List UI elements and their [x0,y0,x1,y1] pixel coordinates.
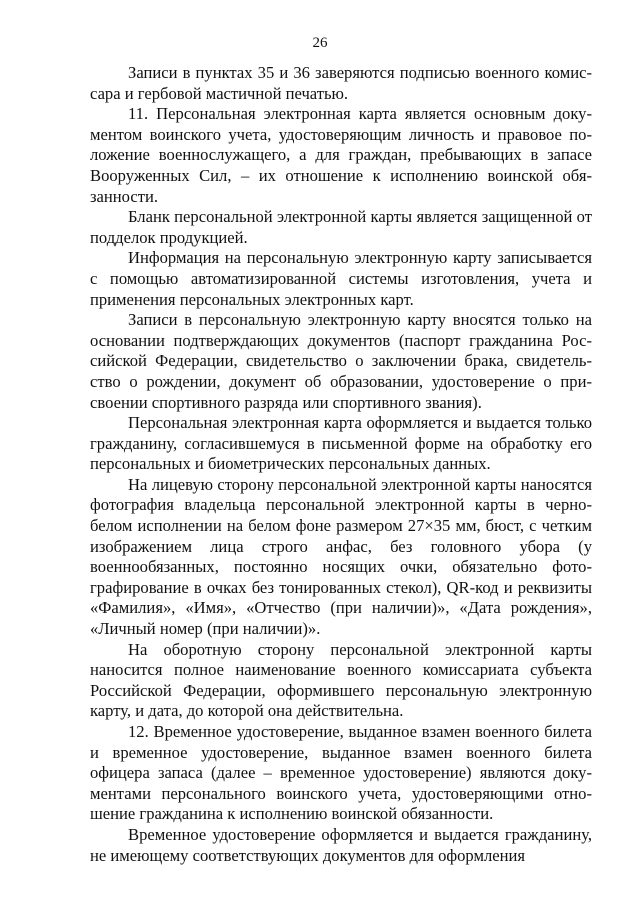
document-body [90,63,592,866]
paragraph-card-records: Записи в персональную электронную карту вносятся только на основании подтверждающих документов (паспорт гражданина Российской Федерации, свидетельство о заключении брака, свидетельство о рождении, документ об образовании, удостоверение о присвоении спортивного разряда или спортивного звания). [90,310,592,412]
paragraph-11-electronic-card: 11. Персональная электронная карта является основным документом воинского учета, удостоверяющим личность и правовое положение военнослужащего, а для граждан, пребывающих в запасе Вооруженных Сил, – их отношение к исполнению воинской обязанности. [90,104,592,206]
paragraph-card-blank: Бланк персональной электронной карты является защищенной от подделок продукцией. [90,207,592,247]
page-number: 26 [312,35,328,51]
paragraph-card-issuance: Персональная электронная карта оформляется и выдается только гражданину, согласившемуся в письменной форме на обработку его персональных и биометрических персональных данных. [90,413,592,474]
paragraph-12-temporary-certificate: 12. Временное удостоверение, выданное взамен военного билета и временное удостоверение, выданное взамен военного билета офицера запаса (далее – временное удостоверение) являются документами персонального воинского учета, удостоверяющими отношение гражданина к исполнению воинской обязанности. [90,722,592,824]
paragraph-card-back-side: На оборотную сторону персональной электронной карты наносится полное наименование военного комиссариата субъекта Российской Федерации, оформившего персональную электронную карту, и дата, до которой она действительна. [90,639,592,721]
paragraph-card-front-side: На лицевую сторону персональной электронной карты наносятся фотография владельца персональной электронной карты в черно-белом исполнении на белом фоне размером 27×35 мм, бюст, с четким изображением лица строго анфас, без головного убора (у военнообязанных, постоянно носящих очки, обязательно фотографирование в очках без тонированных стекол), QR-код и реквизиты «Фамилия», «Имя», «Отчество (при наличии)», «Дата рождения», «Личный номер (при наличии)». [90,474,592,639]
paragraph-temporary-certificate-issuance: Временное удостоверение оформляется и выдается гражданину, не имеющему соответствующих документов для оформления [90,824,592,865]
paragraph-card-information: Информация на персональную электронную карту записывается с помощью автоматизированной системы изготовления, учета и применения персональных электронных карт. [90,248,592,309]
paragraph-records-signature: Записи в пунктах 35 и 36 заверяются подписью военного комиссара и гербовой мастичной печатью. [90,63,592,103]
